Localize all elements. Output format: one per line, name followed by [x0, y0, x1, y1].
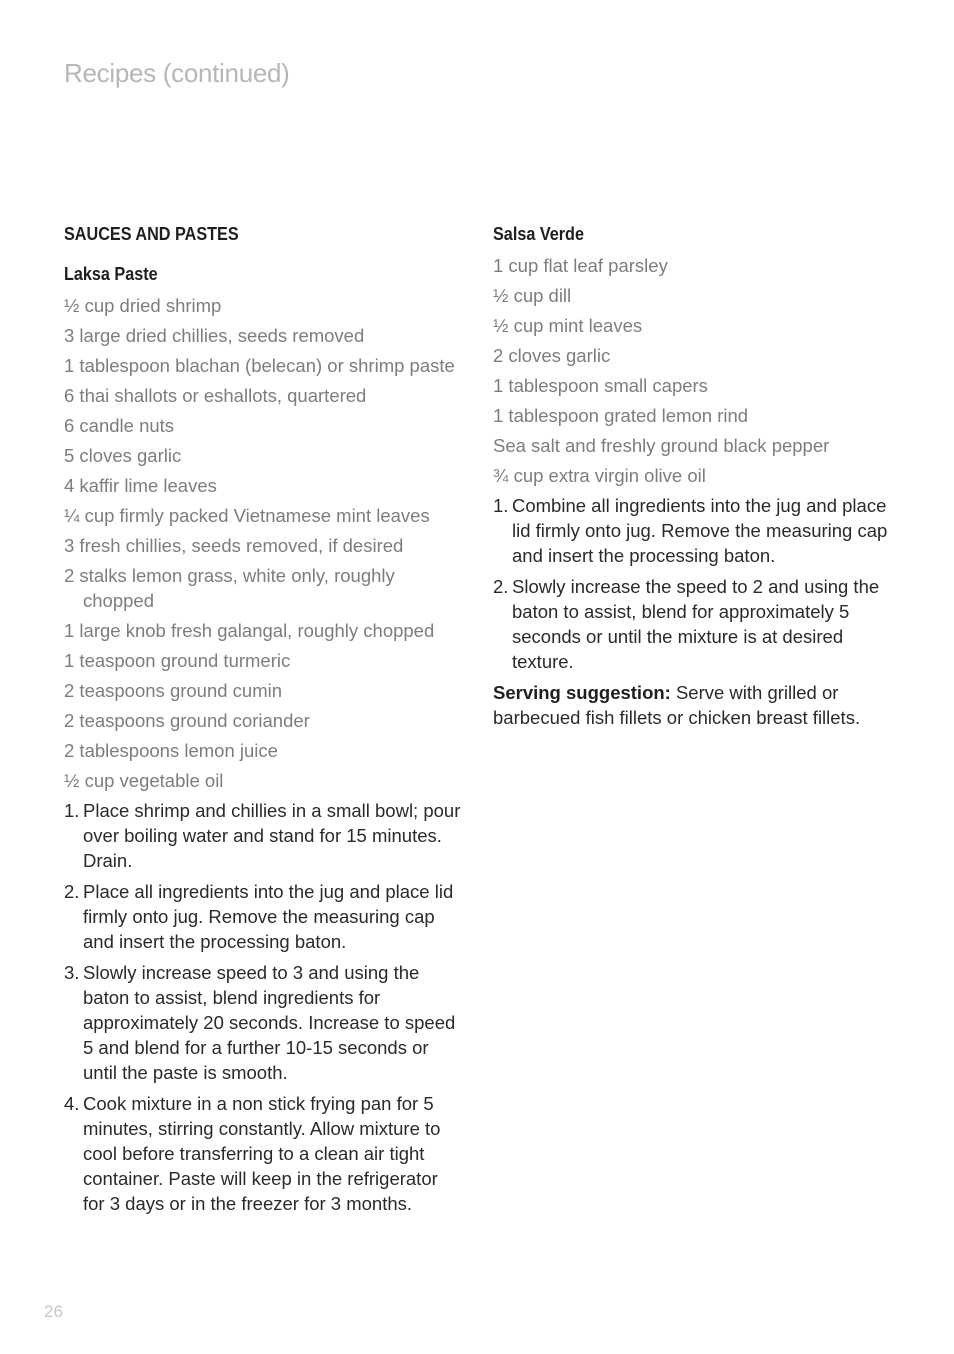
- method-steps-salsa-verde: [493, 493, 898, 674]
- step-number: 2.: [493, 576, 509, 597]
- ingredient-item: 1 teaspoon ground turmeric: [64, 650, 291, 671]
- method-step: [64, 1091, 464, 1216]
- step-number: 2.: [64, 881, 80, 902]
- step-text: Combine all ingredients into the jug and place lid firmly onto jug. Remove the measuring cap and insert the processing baton.: [512, 495, 888, 566]
- method-step: [64, 879, 464, 954]
- ingredient-item: 6 candle nuts: [64, 415, 175, 436]
- ingredient-item: 1 cup flat leaf parsley: [493, 255, 668, 276]
- right-column: [493, 222, 898, 730]
- ingredient-item: 3 fresh chillies, seeds removed, if desired: [64, 535, 404, 556]
- ingredient-item: ½ cup vegetable oil: [64, 770, 224, 791]
- ingredient-item: 1 tablespoon grated lemon rind: [493, 405, 749, 426]
- serving-suggestion: [493, 680, 898, 730]
- ingredient-item: ½ cup dried shrimp: [64, 295, 222, 316]
- ingredient-item: 2 cloves garlic: [493, 345, 611, 366]
- step-number: 1.: [493, 495, 509, 516]
- step-number: 1.: [64, 800, 80, 821]
- method-steps-laksa-paste: [64, 798, 464, 1216]
- ingredient-item: 1 tablespoon blachan (belecan) or shrimp paste: [64, 355, 455, 376]
- ingredient-item: 3 large dried chillies, seeds removed: [64, 325, 365, 346]
- step-text: Slowly increase the speed to 2 and using the baton to assist, blend for approximately 5 seconds or until the mixture is at desired texture.: [512, 576, 880, 672]
- left-column: [64, 222, 464, 1222]
- ingredient-item: 4 kaffir lime leaves: [64, 475, 217, 496]
- serving-suggestion-label: Serving suggestion:: [493, 682, 671, 703]
- ingredient-list-laksa-paste: [64, 293, 464, 793]
- ingredient-item: 6 thai shallots or eshallots, quartered: [64, 385, 367, 406]
- ingredient-item: Sea salt and freshly ground black pepper: [493, 435, 830, 456]
- recipe-title-laksa-paste: Laksa Paste: [64, 264, 158, 284]
- ingredient-item: ½ cup dill: [493, 285, 572, 306]
- step-text: Place all ingredients into the jug and place lid firmly onto jug. Remove the measuring cap and insert the processing baton.: [83, 881, 454, 952]
- step-text: Cook mixture in a non stick frying pan for 5 minutes, stirring constantly. Allow mixture to cool before transferring to a clean air tight container. Paste will keep in the refrigerator for 3 days or in the freezer for 3 months.: [83, 1093, 441, 1214]
- ingredient-item: 5 cloves garlic: [64, 445, 182, 466]
- step-number: 3.: [64, 962, 80, 983]
- ingredient-item: 2 stalks lemon grass, white only, roughly chopped: [64, 565, 395, 611]
- ingredient-item: ¾ cup extra virgin olive oil: [493, 465, 706, 486]
- ingredient-item: 2 tablespoons lemon juice: [64, 740, 278, 761]
- step-number: 4.: [64, 1093, 80, 1114]
- ingredient-list-salsa-verde: [493, 253, 898, 488]
- ingredient-item: ½ cup mint leaves: [493, 315, 643, 336]
- ingredient-item: 2 teaspoons ground coriander: [64, 710, 310, 731]
- ingredient-item: 1 large knob fresh galangal, roughly chopped: [64, 620, 435, 641]
- method-step: [493, 493, 898, 568]
- step-text: Slowly increase speed to 3 and using the baton to assist, blend ingredients for approximately 20 seconds. Increase to speed 5 and blend for a further 10-15 seconds or until the paste is smooth.: [83, 962, 456, 1083]
- ingredient-item: 1 tablespoon small capers: [493, 375, 708, 396]
- page-number: 26: [44, 1302, 63, 1321]
- ingredient-item: ¼ cup firmly packed Vietnamese mint leaves: [64, 505, 430, 526]
- method-step: [64, 798, 464, 873]
- recipe-title-salsa-verde: Salsa Verde: [493, 224, 584, 244]
- method-step: [64, 960, 464, 1085]
- method-step: [493, 574, 898, 674]
- section-title: SAUCES AND PASTES: [64, 224, 239, 244]
- ingredient-item: 2 teaspoons ground cumin: [64, 680, 283, 701]
- serving-suggestion-text: Serve with grilled or barbecued fish fillets or chicken breast fillets.: [493, 682, 861, 728]
- step-text: Place shrimp and chillies in a small bowl; pour over boiling water and stand for 15 minutes. Drain.: [83, 800, 461, 871]
- page-title: Recipes (continued): [64, 58, 290, 88]
